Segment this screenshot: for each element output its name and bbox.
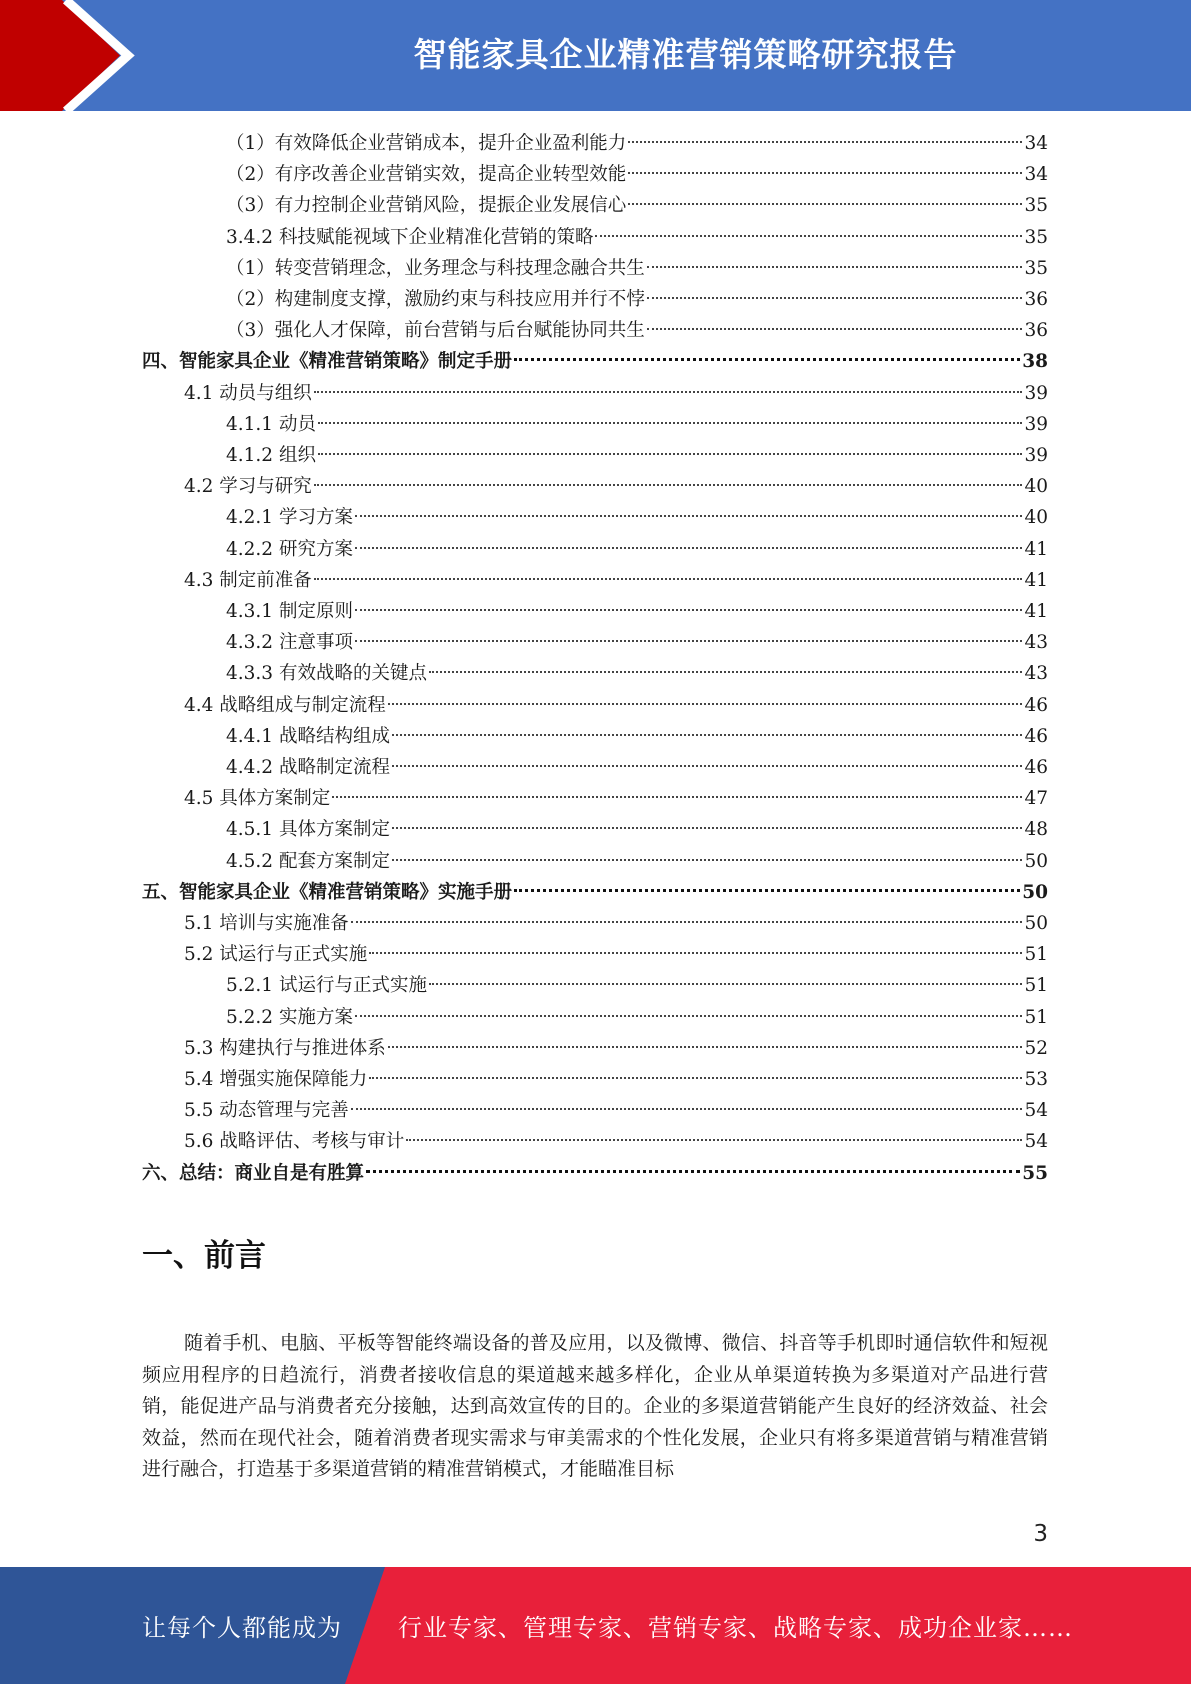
toc-entry-title: 5.5 动态管理与完善 xyxy=(184,1100,349,1122)
toc-entry-title: 4.5 具体方案制定 xyxy=(184,788,331,810)
toc-entry-title: 5.4 增强实施保障能力 xyxy=(184,1069,368,1090)
toc-entry-title: 3.4.2 科技赋能视域下企业精准化营销的策略 xyxy=(226,226,594,248)
toc-entry-page: 51 xyxy=(1024,1006,1048,1028)
toc-entry-title: 4.1.1 动员 xyxy=(226,413,316,435)
toc-leader-dots xyxy=(369,951,1022,954)
toc-entry-title: 4.3.3 有效战略的关键点 xyxy=(226,663,427,685)
toc-entry[interactable] xyxy=(226,596,1048,627)
header-title: 智能家具企业精准营销策略研究报告 xyxy=(413,35,958,74)
toc-entry-page: 50 xyxy=(1024,913,1048,934)
toc-entry[interactable] xyxy=(226,721,1048,752)
toc-entry-title: 4.4 战略组成与制定流程 xyxy=(184,694,386,716)
toc-entry-title: 5.6 战略评估、考核与审计 xyxy=(184,1131,405,1153)
toc-entry-title: 4.4.2 战略制定流程 xyxy=(226,757,390,778)
toc-entry-title: 4.1 动员与组织 xyxy=(184,382,312,404)
toc-leader-dots xyxy=(318,421,1023,424)
toc-leader-dots xyxy=(351,1107,1023,1110)
toc-entry-page: 38 xyxy=(1022,351,1048,373)
toc-leader-dots xyxy=(392,858,1022,861)
toc-entry-page: 35 xyxy=(1024,226,1048,248)
toc-entry-title: （2）构建制度支撑，激励约束与科技应用并行不悖 xyxy=(226,289,645,310)
toc-leader-dots xyxy=(392,733,1022,736)
toc-entry-page: 35 xyxy=(1024,195,1048,217)
toc-entry-page: 46 xyxy=(1024,757,1048,778)
toc-leader-dots xyxy=(314,483,1023,486)
toc-entry-title: 4.2.1 学习方案 xyxy=(226,507,353,529)
section-heading: 一、前言 xyxy=(142,1238,266,1274)
toc-entry[interactable] xyxy=(226,534,1048,565)
toc-entry[interactable] xyxy=(184,1126,1048,1157)
toc-entry[interactable] xyxy=(184,939,1048,970)
footer-slogan-right: 行业专家、管理专家、营销专家、战略专家、成功企业家…… xyxy=(398,1614,1073,1642)
toc-entry[interactable] xyxy=(226,502,1048,533)
toc-entry-page: 41 xyxy=(1024,569,1048,591)
toc-entry-page: 34 xyxy=(1024,133,1048,154)
toc-entry-title: 5.2.2 实施方案 xyxy=(226,1006,353,1028)
toc-leader-dots xyxy=(314,577,1023,580)
toc-entry[interactable] xyxy=(142,1158,1048,1189)
toc-entry[interactable] xyxy=(226,253,1048,284)
toc-entry-page: 35 xyxy=(1024,257,1048,279)
toc-leader-dots xyxy=(647,296,1023,299)
toc-entry-title: 4.1.2 组织 xyxy=(226,445,316,466)
toc-leader-dots xyxy=(647,265,1023,268)
toc-entry-title: （3）强化人才保障，前台营销与后台赋能协同共生 xyxy=(226,320,645,342)
toc-entry-page: 46 xyxy=(1024,694,1048,716)
toc-leader-dots xyxy=(355,1014,1023,1017)
toc-entry[interactable] xyxy=(226,970,1048,1001)
header-arrow-decoration xyxy=(0,0,150,111)
toc-entry[interactable] xyxy=(226,440,1048,471)
toc-entry[interactable] xyxy=(184,471,1048,502)
toc-entry-page: 39 xyxy=(1024,445,1048,466)
toc-leader-dots xyxy=(429,670,1022,673)
toc-entry-page: 52 xyxy=(1024,1037,1048,1059)
toc-leader-dots xyxy=(514,357,1020,361)
toc-leader-dots xyxy=(314,390,1023,393)
toc-entry-page: 40 xyxy=(1024,476,1048,498)
toc-entry-page: 36 xyxy=(1024,289,1048,310)
toc-entry-page: 54 xyxy=(1024,1131,1048,1153)
toc-entry[interactable] xyxy=(184,565,1048,596)
toc-entry-title: 六、总结：商业自是有胜算 xyxy=(142,1162,365,1184)
toc-entry-title: 四、智能家具企业《精准营销策略》制定手册 xyxy=(142,351,513,373)
toc-entry-title: 4.2 学习与研究 xyxy=(184,476,312,498)
toc-entry-title: 5.1 培训与实施准备 xyxy=(184,913,349,934)
toc-entry-title: （1）转变营销理念，业务理念与科技理念融合共生 xyxy=(226,257,645,279)
toc-entry-title: 4.3.2 注意事项 xyxy=(226,632,353,654)
toc-entry-title: 5.3 构建执行与推进体系 xyxy=(184,1037,386,1059)
toc-entry-page: 34 xyxy=(1024,164,1048,186)
toc-entry[interactable] xyxy=(184,1095,1048,1126)
toc-entry-page: 39 xyxy=(1024,382,1048,404)
toc-entry-title: （2）有序改善企业营销实效，提高企业转型效能 xyxy=(226,164,627,186)
toc-entry-page: 36 xyxy=(1024,320,1048,342)
toc-leader-dots xyxy=(392,826,1022,829)
toc-entry[interactable] xyxy=(226,315,1048,346)
toc-leader-dots xyxy=(514,888,1020,892)
toc-entry[interactable] xyxy=(226,159,1048,190)
toc-entry-page: 54 xyxy=(1024,1100,1048,1122)
toc-leader-dots xyxy=(355,546,1023,549)
footer-slogan-left: 让每个人都能成为 xyxy=(142,1614,342,1642)
toc-entry-title: 五、智能家具企业《精准营销策略》实施手册 xyxy=(142,881,513,903)
toc-entry-page: 43 xyxy=(1024,663,1048,685)
toc-leader-dots xyxy=(332,795,1022,798)
toc-entry[interactable] xyxy=(184,1033,1048,1064)
toc-leader-dots xyxy=(355,608,1023,611)
toc-leader-dots xyxy=(429,982,1022,985)
toc-entry[interactable] xyxy=(184,1064,1048,1095)
toc-entry-title: 4.5.2 配套方案制定 xyxy=(226,850,390,872)
toc-entry[interactable] xyxy=(226,814,1048,845)
page-header xyxy=(0,0,1191,111)
toc-entry-page: 53 xyxy=(1024,1069,1048,1090)
toc-leader-dots xyxy=(628,140,1022,143)
toc-entry[interactable] xyxy=(184,783,1048,814)
toc-entry-title: 4.3 制定前准备 xyxy=(184,569,312,591)
toc-entry-page: 55 xyxy=(1022,1162,1048,1184)
toc-entry[interactable] xyxy=(226,752,1048,783)
toc-leader-dots xyxy=(388,702,1023,705)
toc-entry-page: 50 xyxy=(1022,881,1048,903)
toc-entry-title: 4.4.1 战略结构组成 xyxy=(226,725,390,747)
toc-entry-page: 40 xyxy=(1024,507,1048,529)
toc-leader-dots xyxy=(369,1076,1022,1079)
toc-entry[interactable] xyxy=(184,378,1048,409)
toc-leader-dots xyxy=(388,1045,1023,1048)
toc-leader-dots xyxy=(366,1169,1020,1173)
toc-entry[interactable] xyxy=(226,1002,1048,1033)
toc-leader-dots xyxy=(351,920,1023,923)
toc-entry-page: 43 xyxy=(1024,632,1048,654)
toc-leader-dots xyxy=(628,171,1022,174)
toc-entry-title: 4.5.1 具体方案制定 xyxy=(226,819,390,841)
toc-entry-page: 51 xyxy=(1024,975,1048,997)
toc-entry[interactable] xyxy=(226,284,1048,315)
section-paragraph: 随着手机、电脑、平板等智能终端设备的普及应用，以及微博、微信、抖音等手机即时通信软件和短视频应用程序的日趋流行，消费者接收信息的渠道越来越多样化，企业从单渠道转换为多渠道对产品进行营销，能促进产品与消费者充分接触，达到高效宣传的目的。企业的多渠道营销能产生良好的经济效益、社会效益，然而在现代社会，随着消费者现实需求与审美需求的个性化发展，企业只有将多渠道营销与精准营销进行融合，打造基于多渠道营销的精准营销模式，才能瞄准目标 xyxy=(142,1332,1048,1480)
toc-entry[interactable] xyxy=(226,658,1048,689)
toc-leader-dots xyxy=(392,764,1022,767)
toc-leader-dots xyxy=(595,234,1022,237)
toc-leader-dots xyxy=(406,1138,1022,1141)
toc-entry-title: （3）有力控制企业营销风险，提振企业发展信心 xyxy=(226,195,627,217)
toc-entry[interactable] xyxy=(142,877,1048,908)
toc-entry[interactable] xyxy=(184,908,1048,939)
toc-entry[interactable] xyxy=(226,409,1048,440)
toc-entry[interactable] xyxy=(226,846,1048,877)
toc-entry-page: 41 xyxy=(1024,601,1048,622)
toc-entry-title: 5.2.1 试运行与正式实施 xyxy=(226,975,427,997)
toc-leader-dots xyxy=(647,327,1023,330)
toc-entry-title: （1）有效降低企业营销成本，提升企业盈利能力 xyxy=(226,133,627,154)
toc-leader-dots xyxy=(318,452,1023,455)
toc-entry-title: 4.2.2 研究方案 xyxy=(226,538,353,560)
toc-leader-dots xyxy=(628,202,1022,205)
page-number: 3 xyxy=(1033,1521,1048,1547)
toc-entry-page: 50 xyxy=(1024,850,1048,872)
toc-entry-page: 48 xyxy=(1024,819,1048,841)
toc-entry-title: 4.3.1 制定原则 xyxy=(226,601,353,622)
toc-entry[interactable] xyxy=(226,627,1048,658)
toc-entry[interactable] xyxy=(184,690,1048,721)
toc-leader-dots xyxy=(355,639,1023,642)
toc-entry-page: 46 xyxy=(1024,725,1048,747)
toc-entry-page: 41 xyxy=(1024,538,1048,560)
toc-entry-page: 51 xyxy=(1024,944,1048,966)
toc-entry[interactable] xyxy=(226,222,1048,253)
toc-entry-title: 5.2 试运行与正式实施 xyxy=(184,944,368,966)
toc-entry[interactable] xyxy=(226,128,1048,159)
page-footer xyxy=(0,1567,1191,1684)
toc-entry[interactable] xyxy=(142,346,1048,377)
toc-entry-page: 47 xyxy=(1024,788,1048,810)
toc-leader-dots xyxy=(355,514,1023,517)
toc-entry[interactable] xyxy=(226,190,1048,221)
toc-entry-page: 39 xyxy=(1024,413,1048,435)
